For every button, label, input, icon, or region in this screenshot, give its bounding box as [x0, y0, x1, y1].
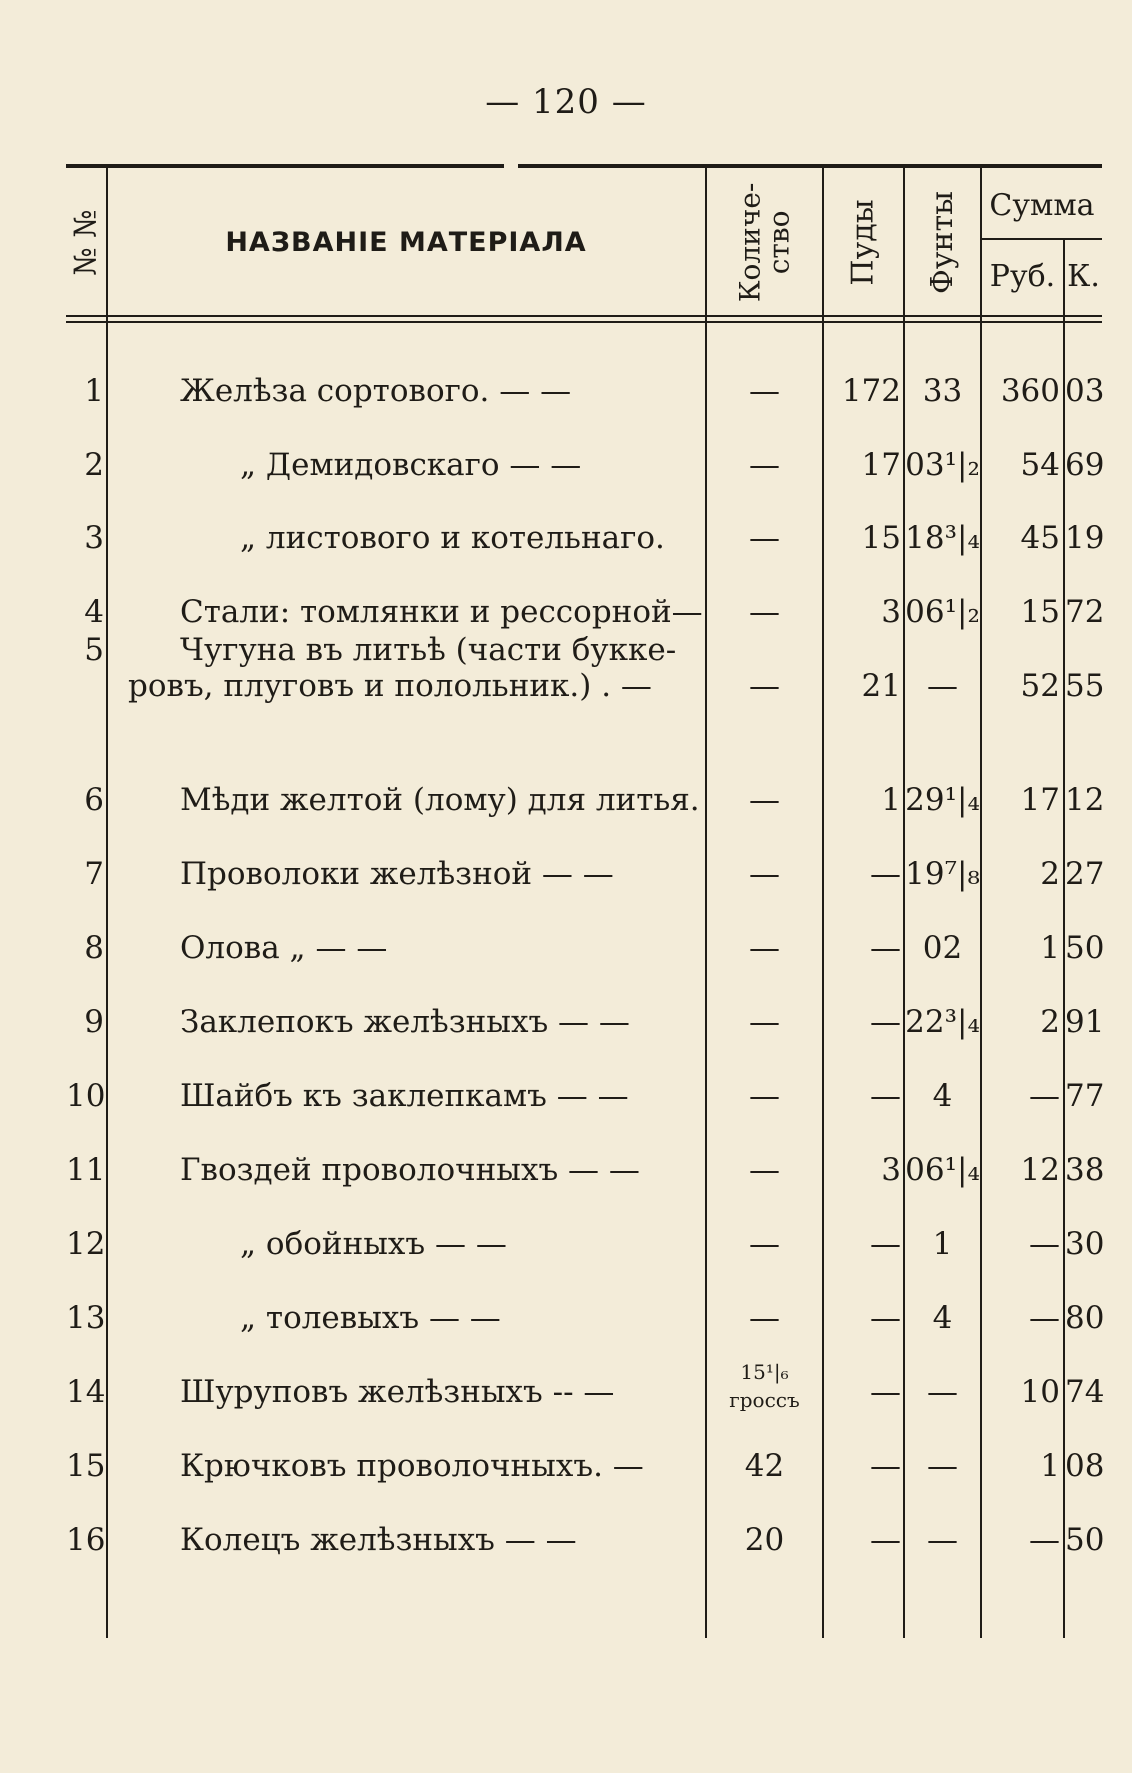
cell-funt: 22³|₄ [905, 1004, 980, 1040]
header-rub: Руб. [989, 258, 1056, 294]
page-number: — 120 — [485, 82, 647, 122]
cell-pud: — [870, 1300, 901, 1336]
cell-kop: 08 [1065, 1448, 1105, 1484]
top-rule-right [518, 164, 1102, 168]
cell-qty: — [749, 594, 780, 630]
cell-funt: 19⁷|₈ [905, 856, 980, 892]
cell-rub: 1 [1040, 930, 1060, 966]
cell-kop: 30 [1065, 1226, 1105, 1262]
cell-qty: — [749, 373, 780, 409]
cell-name: „ Демидовскаго — — [240, 447, 582, 483]
col-rule-1 [106, 168, 108, 1638]
header-qty: Количе- ство [733, 182, 796, 302]
cell-kop: 03 [1065, 373, 1105, 409]
cell-n: 11 [66, 1152, 106, 1188]
cell-qty: 15¹|₆ [740, 1360, 789, 1384]
cell-name: „ листового и котельнаго. [240, 520, 665, 556]
header-name: НАЗВАНІЕ МАТЕРІАЛА [225, 226, 587, 258]
cell-funt: — [927, 668, 958, 704]
cell-n: 7 [84, 856, 104, 892]
cell-n: 9 [84, 1004, 104, 1040]
cell-rub: 52 [1020, 668, 1060, 704]
cell-n: 13 [66, 1300, 106, 1336]
cell-qty: — [749, 1004, 780, 1040]
cell-kop: 38 [1065, 1152, 1105, 1188]
cell-n: 3 [84, 520, 104, 556]
cell-funt: — [927, 1448, 958, 1484]
cell-rub: 360 [1000, 373, 1060, 409]
header-pud: Пуды [846, 198, 882, 286]
cell-qty: — [749, 1152, 780, 1188]
cell-name: Желѣза сортового. — — [180, 373, 572, 409]
cell-qty: 42 [744, 1448, 785, 1484]
cell-funt: 33 [922, 373, 963, 409]
cell-rub: 2 [1040, 1004, 1060, 1040]
cell-n: 4 [84, 594, 104, 630]
cell-name: Заклепокъ желѣзныхъ — — [180, 1004, 630, 1040]
cell-qty: — [749, 782, 780, 818]
cell-pud: — [870, 930, 901, 966]
cell-pud: — [870, 1374, 901, 1410]
cell-n: 1 [84, 373, 104, 409]
cell-qty: 20 [744, 1522, 785, 1558]
cell-funt: 29¹|₄ [905, 782, 980, 818]
cell-pud: 21 [861, 668, 901, 704]
cell-pud: 17 [861, 447, 901, 483]
cell-pud: — [870, 856, 901, 892]
top-rule-left [66, 164, 504, 168]
cell-name: Крючковъ проволочныхъ. — [180, 1448, 644, 1484]
cell-n: 8 [84, 930, 104, 966]
cell-name: Проволоки желѣзной — — [180, 856, 614, 892]
cell-rub: — [1029, 1300, 1060, 1336]
header-num: № № [68, 208, 104, 276]
cell-kop: 19 [1065, 520, 1105, 556]
cell-kop: 91 [1065, 1004, 1105, 1040]
cell-kop: 12 [1065, 782, 1105, 818]
cell-pud: 15 [861, 520, 901, 556]
sum-split-rule [980, 238, 1102, 240]
cell-funt: 03¹|₂ [905, 447, 980, 483]
cell-qty: — [749, 930, 780, 966]
cell-rub: 54 [1020, 447, 1060, 483]
cell-kop: 74 [1065, 1374, 1105, 1410]
cell-funt: — [927, 1522, 958, 1558]
cell-qty: — [749, 668, 780, 704]
cell-rub: 17 [1020, 782, 1060, 818]
cell-name: „ толевыхъ — — [240, 1300, 501, 1336]
cell-name: ровъ, плуговъ и полольник.) . — [128, 668, 652, 704]
cell-n: 5 [84, 632, 104, 668]
cell-name: „ обойныхъ — — [240, 1226, 507, 1262]
cell-n: 12 [66, 1226, 106, 1262]
cell-rub: 12 [1020, 1152, 1060, 1188]
cell-name: Шуруповъ желѣзныхъ -- — [180, 1374, 615, 1410]
header-sum: Сумма [989, 187, 1095, 223]
cell-kop: 27 [1065, 856, 1105, 892]
header-kop: К. [1067, 258, 1100, 294]
cell-rub: 10 [1020, 1374, 1060, 1410]
cell-rub: 1 [1040, 1448, 1060, 1484]
cell-n: 2 [84, 447, 104, 483]
cell-name: Колецъ желѣзныхъ — — [180, 1522, 577, 1558]
cell-pud: — [870, 1226, 901, 1262]
cell-pud: — [870, 1004, 901, 1040]
cell-qty: — [749, 447, 780, 483]
cell-funt: 1 [932, 1226, 953, 1262]
cell-qty: — [749, 1300, 780, 1336]
cell-pud: 1 [881, 782, 901, 818]
cell-n: 6 [84, 782, 104, 818]
cell-rub: 15 [1020, 594, 1060, 630]
cell-kop: 50 [1065, 1522, 1105, 1558]
cell-name: Мѣди желтой (лому) для литья. [180, 782, 700, 818]
cell-kop: 72 [1065, 594, 1105, 630]
cell-funt: 4 [932, 1078, 953, 1114]
header-rule-2 [66, 321, 1102, 323]
cell-qty: — [749, 856, 780, 892]
cell-rub: — [1029, 1226, 1060, 1262]
cell-name: Шайбъ къ заклепкамъ — — [180, 1078, 629, 1114]
cell-pud: 3 [881, 594, 901, 630]
cell-kop: 55 [1065, 668, 1105, 704]
cell-kop: 50 [1065, 930, 1105, 966]
cell-name: Гвоздей проволочныхъ — — [180, 1152, 640, 1188]
cell-funt: — [927, 1374, 958, 1410]
cell-pud: — [870, 1078, 901, 1114]
cell-pud: — [870, 1522, 901, 1558]
cell-kop: 80 [1065, 1300, 1105, 1336]
cell-n: 15 [66, 1448, 106, 1484]
cell-n: 16 [66, 1522, 106, 1558]
cell-funt: 18³|₄ [905, 520, 980, 556]
cell-pud: 3 [881, 1152, 901, 1188]
cell-n: 10 [66, 1078, 106, 1114]
cell-rub: 45 [1020, 520, 1060, 556]
cell-n: 14 [66, 1374, 106, 1410]
cell-qty: гроссъ [729, 1388, 800, 1412]
cell-rub: — [1029, 1522, 1060, 1558]
cell-funt: 02 [922, 930, 963, 966]
cell-kop: 77 [1065, 1078, 1105, 1114]
cell-pud: 172 [841, 373, 901, 409]
cell-funt: 4 [932, 1300, 953, 1336]
cell-name: Стали: томлянки и рессорной— [180, 594, 703, 630]
cell-funt: 06¹|₂ [905, 594, 980, 630]
cell-pud: — [870, 1448, 901, 1484]
cell-rub: 2 [1040, 856, 1060, 892]
header-rule-1 [66, 315, 1102, 317]
cell-rub: — [1029, 1078, 1060, 1114]
cell-qty: — [749, 1226, 780, 1262]
header-funt: Фунты [925, 190, 960, 294]
cell-name: Чугуна въ литьѣ (части букке- [180, 632, 677, 668]
cell-funt: 06¹|₄ [905, 1152, 980, 1188]
cell-kop: 69 [1065, 447, 1105, 483]
cell-qty: — [749, 520, 780, 556]
cell-name: Олова „ — — [180, 930, 388, 966]
cell-qty: — [749, 1078, 780, 1114]
